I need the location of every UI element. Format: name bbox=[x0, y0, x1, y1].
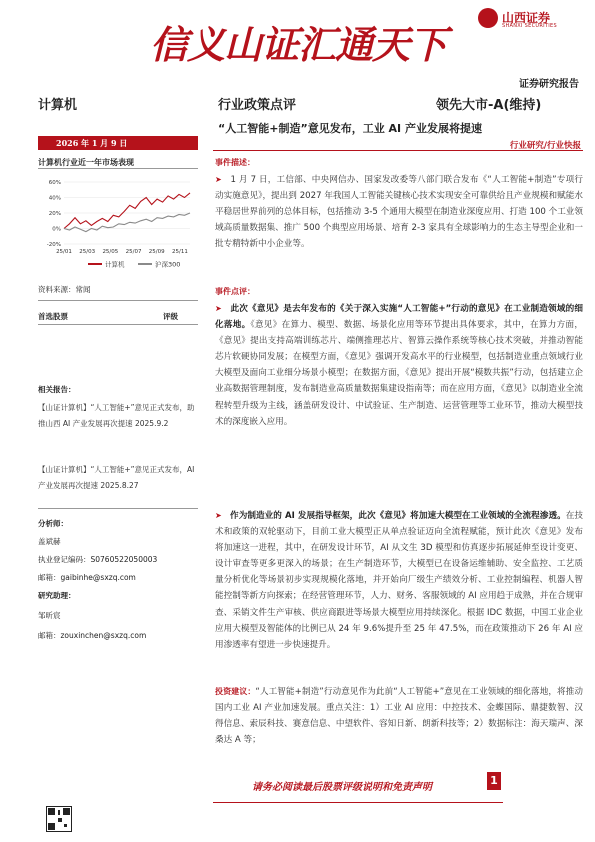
related-title: 相关报告： bbox=[38, 385, 76, 394]
logo-mark-icon bbox=[478, 8, 498, 28]
x-tick-label: 25/09 bbox=[148, 249, 165, 255]
y-tick-label: 60% bbox=[48, 180, 61, 186]
y-tick-label: 20% bbox=[48, 211, 61, 217]
event-text: 1 月 7 日，工信部、中央网信办、国家发改委等八部门联合发布《“人工智能+制造”专项行动实施意见》，提出到 2027 年我国人工智能关键核心技术实现安全可靠供给且产业规模和赋能水平稳居世界前列的总体目标，包括推动 3-5 个通用大模型在制造业深度应用、打造 100 个工业领域高质量数据集、推广 500 个典型应用场景、培育 2-3 家具有全球影响力的生态主导型企业和一批专精特新中小企业等。 bbox=[215, 175, 583, 250]
page-number: 1 bbox=[487, 772, 501, 790]
stock-col-1: 首选股票 bbox=[38, 312, 68, 321]
qr-code-icon bbox=[46, 806, 72, 832]
chart-title: 计算机行业近一年市场表现 bbox=[38, 158, 134, 167]
event-paragraph bbox=[215, 172, 583, 252]
sector-label: 计算机 bbox=[38, 98, 78, 113]
x-tick-label: 25/07 bbox=[125, 249, 142, 255]
divider bbox=[38, 300, 198, 301]
comment-title: 事件点评： bbox=[215, 287, 255, 296]
p2-lead: 作为制造业的 AI 发展指导框架，此次《意见》将加速大模型在工业领域的全流程渗透。 bbox=[230, 511, 566, 521]
analyst-title: 分析师： bbox=[38, 519, 68, 528]
report-type: 证券研究报告 bbox=[519, 79, 579, 90]
company-logo bbox=[478, 8, 588, 32]
analyst-email[interactable]: 邮箱：gaibinhe@sxzq.com bbox=[38, 573, 136, 582]
invest-text: “人工智能+制造”行动意见作为此前“人工智能+”意见在工业领域的细化落地，将推动国内工业 AI 产业加速发展。重点关注：1）工业 AI 应用：中控技术、金蝶国际、鼎捷数智、汉得信息、索辰科技、赛意信息、中望软件、容知日新、朗新科技等；2）数据标注：海天瑞声、深桑达 A 等； bbox=[215, 687, 583, 746]
stock-col-2: 评级 bbox=[163, 312, 178, 321]
rating: 领先大市-A(维持) bbox=[436, 98, 542, 113]
related-report-1[interactable]: 【山证计算机】“人工智能+”意见正式发布，助推山西 AI 产业发展再次提速 2025.9.2 bbox=[38, 403, 195, 428]
divider bbox=[38, 324, 198, 325]
comment-paragraph-2 bbox=[215, 508, 583, 653]
report-subtitle: “人工智能+制造”意见发布，工业 AI 产业发展将提速 bbox=[218, 122, 482, 135]
p2-text: 在技术和政策的双轮驱动下，目前工业大模型正从单点验证迈向全流程赋能，预计此次《意见》发布将加速这一进程，其中，在研发设计环节，AI 从文生 3D 模型和仿真逐步拓展延伸至设计变更、设计审查等更多更深入的场景；在生产制造环节，大模型已在设备运维辅助、安全监控、工艺质量分析优化等场景初步实现规模化落地，并开始向厂级生产绩效分析、工业控制编程、机器人智能控制等新方向探索；在经营管理环节，人力、财务、客服领域的 AI 应用趋于成熟，并在合规审查、采销文件生产审核、供应商跟进等场景大模型应用持续深化。根据 IDC 数据，中国工业企业应用大模型及智能体的比例已从 24 年 9.6%提升至 25 年 47.5%，而在政策推动下 26 年 AI 应用渗透率有望进一步快速提升。 bbox=[215, 511, 583, 650]
logo-sub: SHANXI SECURITIES bbox=[502, 23, 557, 29]
x-tick-label: 25/01 bbox=[56, 249, 72, 255]
legend-label: 计算机 bbox=[105, 260, 125, 269]
divider bbox=[38, 508, 198, 509]
x-tick-label: 25/05 bbox=[102, 249, 119, 255]
invest-paragraph bbox=[215, 684, 583, 748]
footer-rule bbox=[213, 802, 503, 803]
y-tick-label: -20% bbox=[46, 242, 61, 248]
logo-name: 山西证券 bbox=[502, 11, 551, 25]
slogan-banner: 信义山证汇通天下 bbox=[150, 22, 447, 67]
x-tick-label: 25/03 bbox=[79, 249, 96, 255]
y-tick-label: 40% bbox=[48, 195, 61, 202]
legend-label: 沪深300 bbox=[155, 260, 181, 269]
related-report-2[interactable]: 【山证计算机】“人工智能+”意见正式发布，AI 产业发展再次提速 2025.8.27 bbox=[38, 465, 195, 490]
comment-paragraph-1 bbox=[215, 301, 583, 430]
bullet-arrow-icon: ➤ bbox=[215, 175, 222, 184]
x-tick-label: 25/11 bbox=[171, 249, 188, 255]
bullet-arrow-icon: ➤ bbox=[215, 511, 222, 520]
assistant-title: 研究助理： bbox=[38, 591, 76, 600]
report-kind: 行业政策点评 bbox=[218, 98, 297, 113]
event-title: 事件描述： bbox=[215, 158, 255, 167]
report-date: 2026 年 1 月 9 日 bbox=[38, 136, 198, 150]
analyst-cert: 执业登记编码：S0760522050003 bbox=[38, 555, 158, 564]
footer-disclaimer[interactable]: 请务必阅读最后股票评级说明和免责声明 bbox=[252, 782, 432, 793]
invest-title: 投资建议： bbox=[215, 687, 256, 696]
divider bbox=[38, 168, 198, 169]
p1-text: 《意见》在算力、模型、数据、场景化应用等环节提出具体要求，其中，在算力方面，《意见》提出支持高端训练芯片、端侧推理芯片、智算云操作系统等核心技术突破，并推动智能芯片软硬协同发展；在模型方面，《意见》强调开发高水平的行业模型，包括制造业重点领域行业大模型及面向工业细分场景小模型；在数据方面，《意见》提出开展“模数共振”行动，包括建立企业高数据管理制度，发布制造业高质量数据集建设指南等；而在应用方面，《意见》以制造业全流程转型升级为主线，涵盖研发设计、中试验证、生产制造、运营管理等工业环节，推动大模型技术的深度嵌入应用。 bbox=[215, 320, 583, 427]
bullet-arrow-icon: ➤ bbox=[215, 304, 222, 313]
chart-source: 资料来源：常闻 bbox=[38, 285, 91, 294]
assistant-name: 邹昕宸 bbox=[38, 611, 61, 620]
report-category: 行业研究/行业快报 bbox=[509, 141, 581, 151]
market-chart bbox=[38, 172, 198, 280]
analyst-name: 盖斌赫 bbox=[38, 537, 61, 546]
y-tick-label: 0% bbox=[52, 226, 61, 233]
assistant-email[interactable]: 邮箱：zouxinchen@sxzq.com bbox=[38, 631, 147, 640]
p1-lead: 此次《意见》是去年发布的《关于深入实施“人工智能+”行动的意见》在工业制造领域的细化落地。 bbox=[215, 304, 584, 331]
